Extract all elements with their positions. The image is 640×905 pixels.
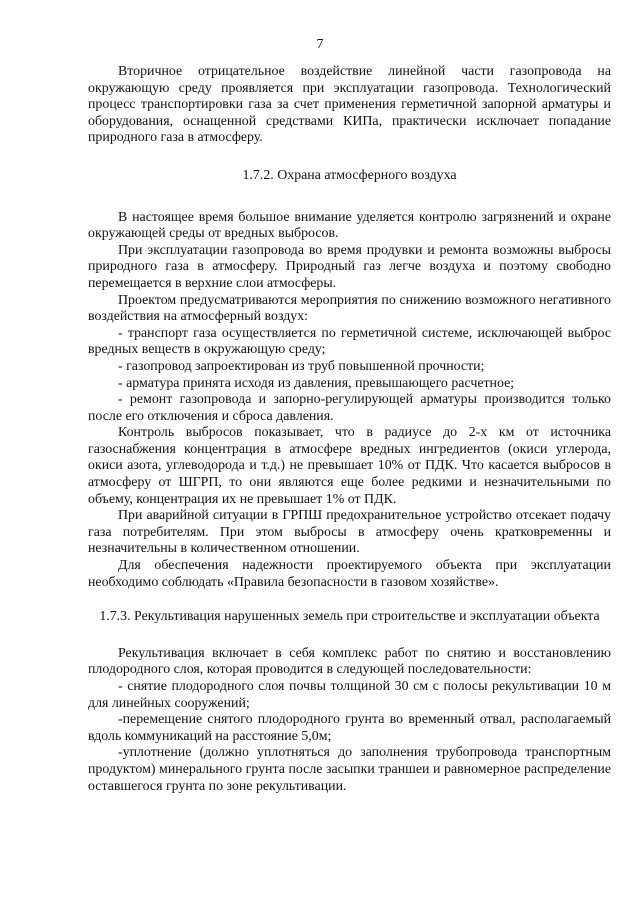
- list-item: - транспорт газа осуществляется по герметичной системе, исключающей выброс вредных веществ в окружающую среду;: [88, 325, 611, 358]
- paragraph: Для обеспечения надежности проектируемого объекта при эксплуатации необходимо соблюдать «Правила безопасности в газовом хозяйстве».: [88, 558, 611, 590]
- list-item: -перемещение снятого плодородного грунта во временный отвал, располагаемый вдоль коммуникаций на расстояние 5,0м;: [88, 712, 611, 744]
- list-item: -уплотнение (должно уплотняться до заполнения трубопровода транспортным продуктом) минерального грунта после засыпки траншеи и равномерное распределение оставшегося грунта по зоне рекультивации.: [88, 745, 611, 794]
- section-heading-air-protection: 1.7.2. Охрана атмосферного воздуха: [242, 167, 457, 183]
- paragraph: В настоящее время большое внимание уделяется контролю загрязнений и охране окружающей среды от вредных выбросов.: [88, 209, 611, 242]
- list-item: - ремонт газопровода и запорно-регулирующей арматуры производится только после его отключения и сброса давления.: [88, 392, 611, 424]
- page-number: 7: [316, 36, 324, 51]
- paragraph: Рекультивация включает в себя комплекс работ по снятию и восстановлению плодородного слоя, которая проводится в следующей последовательности:: [88, 645, 611, 678]
- list-item: - газопровод запроектирован из труб повышенной прочности;: [118, 358, 485, 374]
- paragraph: Проектом предусматриваются мероприятия по снижению возможного негативного воздействия на атмосферный воздух:: [88, 292, 611, 325]
- paragraph: Контроль выбросов показывает, что в радиусе до 2-х км от источника газоснабжения концентрация в атмосфере вредных ингредиентов (окиси углерода, окиси азота, углеводорода и т.д.) не превышает 10% от ПДК. Что касается выбросов в атмосферу от ШГРП, то они являются еще более редкими и незначительными по объему, концентрация их не превышает 1% от ПДК.: [88, 425, 611, 507]
- paragraph: При эксплуатации газопровода во время продувки и ремонта возможны выбросы природного газа в атмосферу. Природный газ легче воздуха и поэтому свободно перемещается в верхние слои атмосферы.: [88, 242, 611, 291]
- intro-paragraph: Вторичное отрицательное воздействие линейной части газопровода на окружающую среду проявляется при эксплуатации газопровода. Технологический процесс транспортировки газа за счет применения герметичной запорной арматуры и оборудования, оснащенной средствами КИПа, практически исключает попадание природного газа в атмосферу.: [88, 64, 611, 146]
- document-body: [88, 64, 611, 795]
- list-item: - арматура принята исходя из давления, превышающего расчетное;: [118, 375, 515, 391]
- section-heading-land-reclamation: 1.7.3. Рекультивация нарушенных земель при строительстве и эксплуатации объекта: [99, 609, 600, 625]
- paragraph: При аварийной ситуации в ГРПШ предохранительное устройство отсекает подачу газа потребителям. При этом выбросы в атмосферу очень кратковременны и незначительны в количественном отношении.: [88, 508, 611, 557]
- list-item: - снятие плодородного слоя почвы толщиной 30 см с полосы рекультивации 10 м для линейных сооружений;: [88, 679, 611, 711]
